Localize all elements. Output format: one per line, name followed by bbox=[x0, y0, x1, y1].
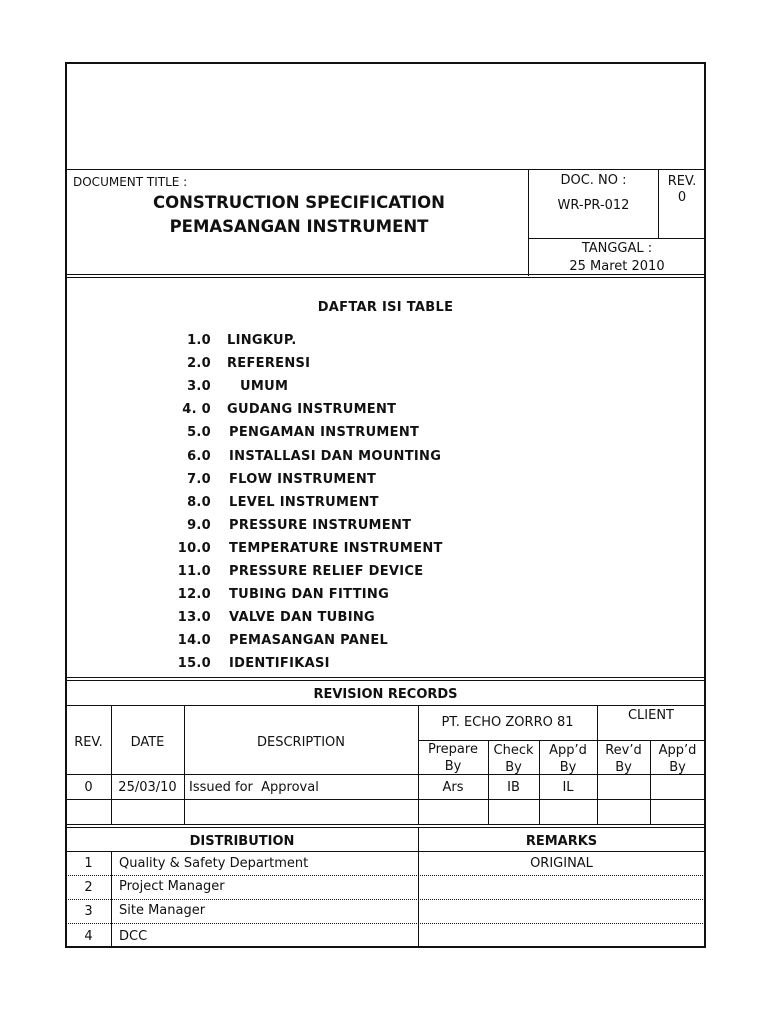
header-top-rule bbox=[66, 169, 705, 170]
toc-item-number: 11.0 bbox=[177, 564, 211, 579]
toc-item-label: LINGKUP. bbox=[227, 333, 297, 348]
dist-header-bottom bbox=[66, 851, 705, 852]
prepare-by-l2: By bbox=[444, 759, 462, 774]
rev-section-rule-1 bbox=[66, 677, 705, 678]
rev-row2-bottom-2 bbox=[66, 827, 705, 828]
row-check: IB bbox=[507, 780, 520, 795]
toc-item-number: 6.0 bbox=[187, 449, 211, 464]
toc-item-number: 7.0 bbox=[187, 472, 211, 487]
doc-no-value: WR-PR-012 bbox=[557, 198, 630, 213]
row-description: Issued for Approval bbox=[189, 780, 319, 795]
check-by-l1: Check bbox=[493, 743, 534, 758]
appd-by-l2: By bbox=[559, 760, 577, 775]
toc-item-number: 3.0 bbox=[187, 379, 211, 394]
toc-item-number: 15.0 bbox=[177, 656, 211, 671]
doc-title-line1: CONSTRUCTION SPECIFICATION bbox=[152, 193, 445, 212]
client-header: CLIENT bbox=[627, 708, 675, 723]
rev-row1-bottom bbox=[66, 799, 705, 800]
doc-title-line2: PEMASANGAN INSTRUMENT bbox=[169, 217, 429, 236]
rev-value: 0 bbox=[677, 190, 687, 205]
row-date: 25/03/10 bbox=[118, 780, 177, 795]
dist-dotted-2 bbox=[66, 899, 705, 900]
appd2-by-l1: App’d bbox=[658, 743, 697, 758]
col-date-header: DATE bbox=[130, 735, 165, 750]
check-by-l2: By bbox=[505, 760, 522, 775]
toc-item-label: INSTALLASI DAN MOUNTING bbox=[229, 449, 442, 464]
rev-section-rule-2 bbox=[66, 680, 705, 681]
toc-item-label: REFERENSI bbox=[227, 356, 311, 371]
toc-item-label: VALVE DAN TUBING bbox=[229, 610, 375, 625]
appd2-by-l2: By bbox=[669, 760, 686, 775]
rev-label: REV. bbox=[667, 174, 697, 189]
toc-item-number: 12.0 bbox=[177, 587, 211, 602]
toc-item-number: 8.0 bbox=[187, 495, 211, 510]
toc-item-label: TEMPERATURE INSTRUMENT bbox=[229, 541, 443, 556]
dist-dotted-1 bbox=[66, 875, 705, 876]
remarks-value: ORIGINAL bbox=[530, 856, 593, 871]
toc-item-label: PENGAMAN INSTRUMENT bbox=[229, 425, 420, 440]
toc-item-label: PRESSURE RELIEF DEVICE bbox=[229, 564, 424, 579]
appd-by-l1: App’d bbox=[549, 743, 587, 758]
toc-item-number: 2.0 bbox=[187, 356, 211, 371]
dist-label-1: Quality & Safety Department bbox=[119, 856, 309, 871]
toc-item-number: 1.0 bbox=[187, 333, 211, 348]
remarks-heading: REMARKS bbox=[525, 834, 598, 849]
company-name: PT. ECHO ZORRO 81 bbox=[441, 715, 574, 730]
toc-item-number: 4. 0 bbox=[182, 402, 211, 417]
toc-heading: DAFTAR ISI TABLE bbox=[317, 300, 454, 315]
distribution-heading: DISTRIBUTION bbox=[189, 834, 295, 849]
toc-item-number: 14.0 bbox=[177, 633, 211, 648]
rev-col-line-2 bbox=[184, 705, 185, 824]
header-bottom-rule-2 bbox=[66, 277, 705, 278]
toc-item-label: FLOW INSTRUMENT bbox=[229, 472, 377, 487]
dist-dotted-3 bbox=[66, 923, 705, 924]
row-prepare: Ars bbox=[442, 780, 464, 795]
toc-item-number: 9.0 bbox=[187, 518, 211, 533]
row-rev: 0 bbox=[84, 780, 93, 795]
prepare-by-l1: Prepare bbox=[428, 742, 478, 757]
tanggal-rule bbox=[528, 238, 705, 239]
revision-records-heading: REVISION RECORDS bbox=[313, 687, 458, 702]
toc-item-number: 5.0 bbox=[187, 425, 211, 440]
revd-by-l2: By bbox=[615, 760, 632, 775]
dist-label-3: Site Manager bbox=[119, 903, 206, 918]
toc-item-label: LEVEL INSTRUMENT bbox=[229, 495, 379, 510]
tanggal-value: 25 Maret 2010 bbox=[569, 259, 665, 274]
row-appd: IL bbox=[562, 780, 574, 795]
toc-item-label: PRESSURE INSTRUMENT bbox=[229, 518, 412, 533]
col-rev-header: REV. bbox=[74, 735, 103, 750]
rev-table-top bbox=[66, 705, 705, 706]
revd-by-l1: Rev’d bbox=[605, 743, 642, 758]
toc-item-label: GUDANG INSTRUMENT bbox=[227, 402, 397, 417]
toc-item-label: PEMASANGAN PANEL bbox=[229, 633, 389, 648]
doc-no-label: DOC. NO : bbox=[560, 173, 627, 188]
col-description-header: DESCRIPTION bbox=[257, 735, 345, 750]
dist-num-3: 3 bbox=[84, 904, 93, 919]
dist-num-1: 1 bbox=[84, 856, 93, 871]
toc-item-number: 10.0 bbox=[177, 541, 211, 556]
dist-label-4: DCC bbox=[119, 929, 148, 944]
toc-item-label: UMUM bbox=[240, 379, 289, 394]
company-rule bbox=[418, 740, 705, 741]
tanggal-label: TANGGAL : bbox=[581, 241, 653, 256]
toc-item-number: 13.0 bbox=[177, 610, 211, 625]
toc-item-label: IDENTIFIKASI bbox=[229, 656, 330, 671]
dist-num-4: 4 bbox=[84, 929, 93, 944]
dist-label-2: Project Manager bbox=[119, 879, 225, 894]
rev-col-line-1 bbox=[111, 705, 112, 824]
toc-item-label: TUBING DAN FITTING bbox=[229, 587, 390, 602]
header-bottom-rule-1 bbox=[66, 274, 705, 275]
rev-header-bottom bbox=[66, 774, 705, 775]
doc-title-label: DOCUMENT TITLE : bbox=[73, 175, 188, 189]
rev-row2-bottom-1 bbox=[66, 824, 705, 825]
dist-num-2: 2 bbox=[84, 880, 93, 895]
